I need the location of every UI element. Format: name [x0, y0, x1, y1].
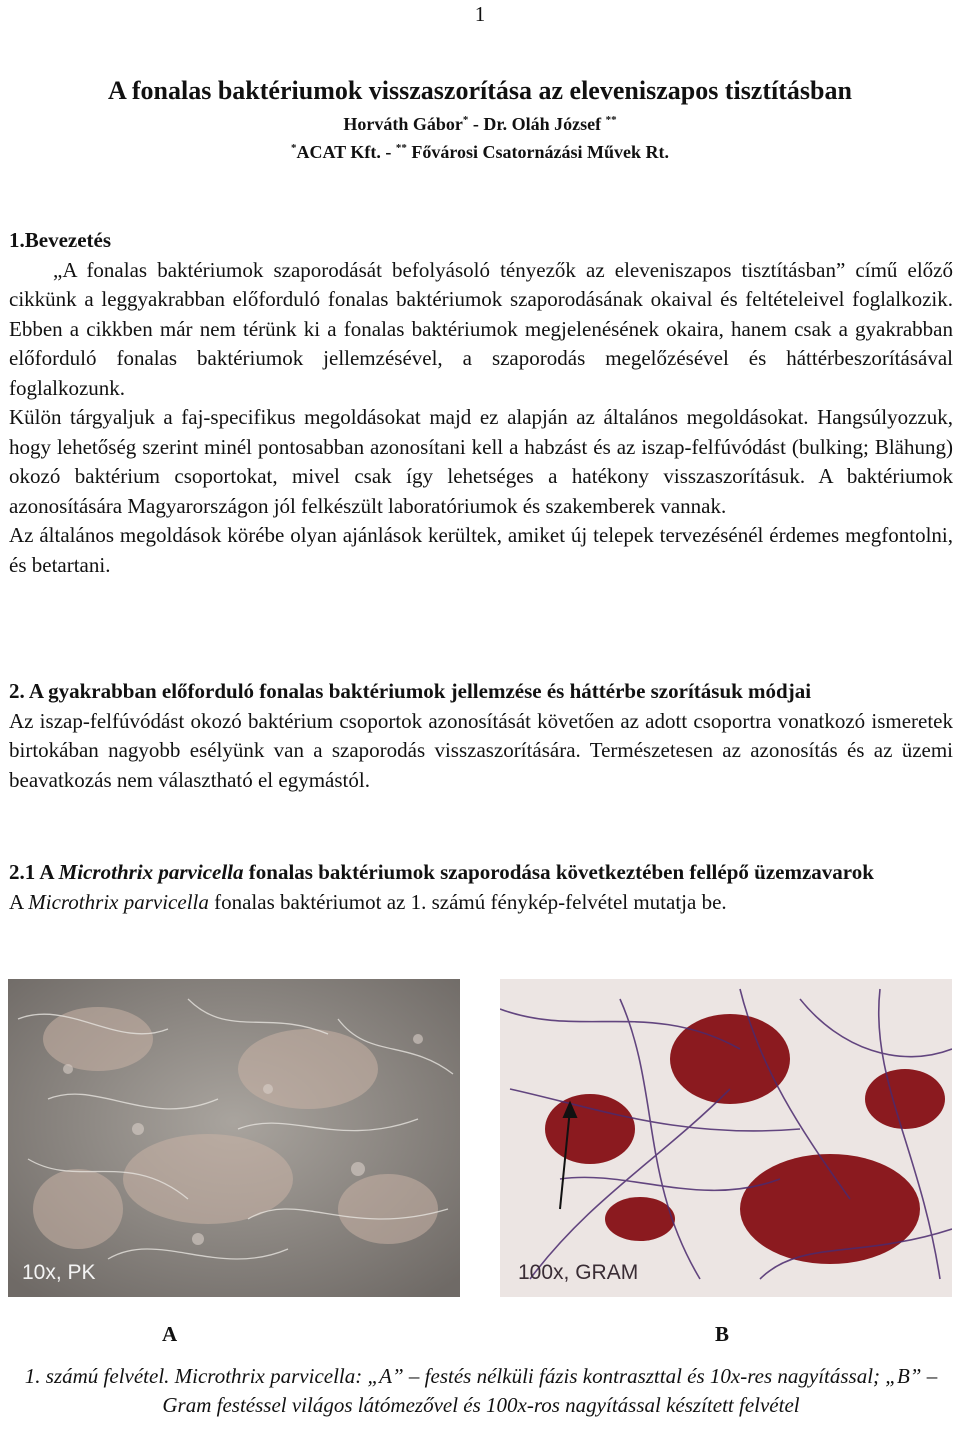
paragraph-suffix: fonalas baktériumot az 1. számú fénykép-felvétel mutatja be. — [208, 889, 727, 914]
author-line — [0, 114, 960, 135]
microthrix-paragraph — [9, 888, 953, 918]
paragraph-species: Microthrix parvicella — [28, 889, 209, 914]
affiliation-2-mark: ** — [395, 142, 407, 154]
author-1-mark: * — [462, 114, 469, 126]
author-separator: - — [468, 114, 484, 134]
paper-title: A fonalas baktériumok visszaszorítása az eleveniszapos tisztításban — [108, 76, 852, 105]
photo-b-label: 100x, GRAM — [518, 1261, 639, 1284]
author-2: Dr. Oláh József — [483, 114, 606, 134]
intro-paragraph-3: Az általános megoldások körébe olyan ajánlások kerültek, amiket új telepek tervezésénél érdemes megfontolni, és betartani. — [9, 523, 953, 577]
author-1: Horváth Gábor — [343, 114, 463, 134]
figure-letter-b: B — [715, 1322, 730, 1346]
page-number: 1 — [474, 2, 486, 26]
characterization-paragraph: Az iszap-felfúvódást okozó baktérium csoportok azonosítását követően az adott csoportra vonatkozó ismeretek birtokában nagyobb esélyünk van a szaporodás visszaszorítására. Természetesen az azonosítás és az üzemi beavatkozás nem választható el egymástól. — [9, 708, 953, 792]
section-heading-introduction: 1.Bevezetés — [9, 228, 112, 252]
section-heading-characterization: 2. A gyakrabban előforduló fonalas baktériumok jellemzése és háttérbe szorításuk módjai — [9, 679, 812, 703]
photo-a-label: 10x, PK — [22, 1261, 96, 1284]
section-characterization — [9, 677, 953, 795]
section-microthrix — [9, 858, 953, 917]
photo-a-image — [8, 979, 460, 1297]
paragraph-prefix: A — [9, 889, 29, 914]
affiliation-line — [0, 142, 960, 163]
affiliation-1: ACAT Kft. - — [296, 142, 396, 162]
heading-species: Microthrix parvicella — [58, 860, 244, 884]
affiliation-2: Fővárosi Csatornázási Művek Rt. — [406, 142, 669, 162]
photo-a-phase-contrast — [8, 979, 460, 1297]
photo-b-image — [500, 979, 952, 1297]
heading-prefix: 2.1 A — [9, 860, 59, 884]
intro-paragraph-1: „A fonalas baktériumok szaporodását befolyásoló tényezők az eleveniszapos tisztításban” című előző cikkünk a leggyakrabban előforduló fonalas baktériumok szaporodásának okaival és feltételeivel foglalkozik. Ebben a cikkben már nem térünk ki a fonalas baktériumok megjelenésének okaira, hanem csak a gyakrabban előforduló fonalas baktériumok jellemzésével, a szaporodás megelőzésével és háttérbeszorításával foglalkozunk. — [9, 257, 953, 400]
figure-letter-a: A — [162, 1322, 178, 1346]
author-2-mark: ** — [605, 114, 617, 126]
affiliation-1-mark: * — [291, 142, 297, 154]
intro-paragraph-2: Külön tárgyaljuk a faj-specifikus megoldásokat majd ez alapján az általános megoldásokat. Hangsúlyozzuk, hogy lehetőség szerint minél pontosabban azonosítani kell a habzást és az iszap-felfúvódást (bulking; Blähung) okozó baktérium csoportokat, mivel csak így lehetséges a hatékony visszaszorításuk. A baktériumok azonosítására Magyarországon jól felkészült laboratóriumok és szakemberek vannak. — [9, 405, 953, 518]
figure-caption: 1. számú felvétel. Microthrix parvicella: „A” – festés nélküli fázis kontraszttal és 10x-res nagyítással; „B” – Gram festéssel világos látómezővel és 100x-ros nagyítással készített felvétel — [24, 1364, 938, 1417]
heading-suffix: fonalas baktériumok szaporodása következtében fellépő üzemzavarok — [243, 860, 874, 884]
section-heading-microthrix — [9, 858, 953, 888]
photo-b-gram-stain — [500, 979, 952, 1297]
section-introduction — [9, 226, 953, 580]
